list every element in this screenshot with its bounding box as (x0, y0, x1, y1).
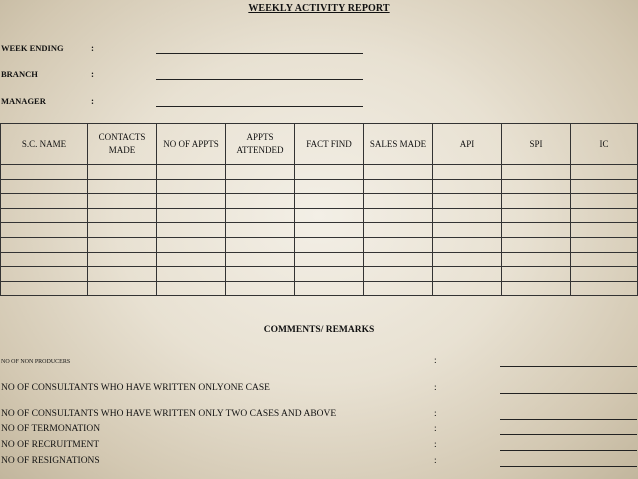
table-cell[interactable] (364, 165, 433, 180)
table-cell[interactable] (226, 223, 295, 238)
table-cell[interactable] (571, 237, 638, 252)
manager-field (0, 96, 380, 110)
col-header-no-of-appts: NO OF APPTS (157, 124, 226, 165)
col-header-spi: SPI (502, 124, 571, 165)
table-cell[interactable] (433, 179, 502, 194)
table-cell[interactable] (1, 194, 88, 209)
table-cell[interactable] (1, 237, 88, 252)
table-cell[interactable] (295, 237, 364, 252)
table-cell[interactable] (502, 267, 571, 282)
table-cell[interactable] (571, 179, 638, 194)
summary-colon: : (434, 356, 437, 366)
branch-field (0, 69, 380, 83)
table-cell[interactable] (226, 237, 295, 252)
table-cell[interactable] (364, 208, 433, 223)
table-cell[interactable] (295, 179, 364, 194)
table-cell[interactable] (364, 267, 433, 282)
summary-label: NO OF CONSULTANTS WHO HAVE WRITTEN ONLY TWO CASES AND ABOVE (1, 409, 337, 419)
manager-input-line[interactable] (156, 106, 363, 107)
branch-label: BRANCH (1, 69, 38, 79)
week-ending-label: WEEK ENDING (1, 43, 64, 53)
table-cell[interactable] (88, 165, 157, 180)
summary-input-line[interactable] (500, 466, 637, 467)
table-cell[interactable] (157, 208, 226, 223)
table-row (1, 252, 638, 267)
table-cell[interactable] (571, 267, 638, 282)
table-cell[interactable] (1, 208, 88, 223)
summary-row (0, 437, 638, 451)
table-cell[interactable] (571, 223, 638, 238)
table-cell[interactable] (502, 208, 571, 223)
table-cell[interactable] (226, 165, 295, 180)
table-cell[interactable] (571, 165, 638, 180)
table-cell[interactable] (364, 237, 433, 252)
table-cell[interactable] (295, 281, 364, 296)
manager-colon: : (91, 96, 94, 106)
table-row (1, 237, 638, 252)
table-cell[interactable] (571, 194, 638, 209)
table-cell[interactable] (364, 223, 433, 238)
table-cell[interactable] (88, 194, 157, 209)
summary-row (0, 406, 638, 420)
table-cell[interactable] (1, 223, 88, 238)
summary-colon: : (434, 440, 437, 450)
table-cell[interactable] (502, 194, 571, 209)
col-header-sales-made: SALES MADE (364, 124, 433, 165)
report-title: WEEKLY ACTIVITY REPORT (248, 3, 390, 14)
table-cell[interactable] (502, 179, 571, 194)
table-cell[interactable] (433, 237, 502, 252)
table-cell[interactable] (226, 208, 295, 223)
table-cell[interactable] (1, 165, 88, 180)
table-cell[interactable] (157, 281, 226, 296)
table-cell[interactable] (88, 179, 157, 194)
table-cell[interactable] (157, 179, 226, 194)
summary-label: NO OF NON PRODUCERS (1, 359, 71, 365)
table-cell[interactable] (433, 267, 502, 282)
summary-label: NO OF RECRUITMENT (1, 440, 100, 450)
table-cell[interactable] (226, 179, 295, 194)
manager-label: MANAGER (1, 96, 46, 106)
week-ending-colon: : (91, 43, 94, 53)
table-row (1, 223, 638, 238)
table-cell[interactable] (88, 281, 157, 296)
table-row (1, 179, 638, 194)
table-cell[interactable] (88, 252, 157, 267)
summary-input-line[interactable] (500, 366, 637, 367)
table-cell[interactable] (157, 223, 226, 238)
table-cell[interactable] (433, 223, 502, 238)
table-cell[interactable] (157, 194, 226, 209)
table-cell[interactable] (295, 252, 364, 267)
table-row (1, 208, 638, 223)
col-header-contacts-made: CONTACTS MADE (88, 124, 157, 165)
table-cell[interactable] (295, 223, 364, 238)
summary-input-line[interactable] (500, 419, 637, 420)
table-cell[interactable] (502, 165, 571, 180)
table-cell[interactable] (226, 281, 295, 296)
table-cell[interactable] (502, 281, 571, 296)
table-cell[interactable] (88, 267, 157, 282)
table-cell[interactable] (295, 194, 364, 209)
table-cell[interactable] (571, 281, 638, 296)
table-cell[interactable] (157, 165, 226, 180)
summary-row (0, 453, 638, 467)
table-cell[interactable] (433, 208, 502, 223)
summary-row (0, 353, 638, 367)
table-cell[interactable] (157, 267, 226, 282)
week-ending-input-line[interactable] (156, 53, 363, 54)
summary-colon: : (434, 409, 437, 419)
col-header-appts-attended: APPTS ATTENDED (226, 124, 295, 165)
comments-title: COMMENTS/ REMARKS (263, 325, 375, 335)
table-cell[interactable] (226, 194, 295, 209)
summary-colon: : (434, 456, 437, 466)
table-cell[interactable] (364, 252, 433, 267)
col-header-fact-find: FACT FIND (295, 124, 364, 165)
table-cell[interactable] (502, 237, 571, 252)
table-cell[interactable] (1, 267, 88, 282)
table-cell[interactable] (502, 252, 571, 267)
table-cell[interactable] (433, 252, 502, 267)
table-cell[interactable] (364, 281, 433, 296)
table-cell[interactable] (226, 252, 295, 267)
table-cell[interactable] (433, 165, 502, 180)
branch-colon: : (91, 69, 94, 79)
table-cell[interactable] (295, 208, 364, 223)
table-cell[interactable] (1, 281, 88, 296)
summary-input-line[interactable] (500, 434, 637, 435)
activity-table (0, 123, 638, 296)
table-cell[interactable] (1, 179, 88, 194)
summary-label: NO OF CONSULTANTS WHO HAVE WRITTEN ONLYONE CASE (1, 383, 270, 393)
table-cell[interactable] (571, 208, 638, 223)
summary-colon: : (434, 424, 437, 434)
col-header-sc-name: S.C. NAME (1, 124, 88, 165)
week-ending-field (0, 43, 380, 57)
table-cell[interactable] (295, 165, 364, 180)
col-header-api: API (433, 124, 502, 165)
table-cell[interactable] (88, 208, 157, 223)
col-header-ic: IC (571, 124, 638, 165)
table-row (1, 267, 638, 282)
table-cell[interactable] (571, 252, 638, 267)
table-cell[interactable] (502, 223, 571, 238)
summary-label: NO OF TERMONATION (1, 424, 101, 434)
table-cell[interactable] (364, 194, 433, 209)
summary-row (0, 380, 638, 394)
table-cell[interactable] (157, 237, 226, 252)
table-cell[interactable] (295, 267, 364, 282)
table-cell[interactable] (88, 223, 157, 238)
table-row (1, 165, 638, 180)
table-cell[interactable] (88, 237, 157, 252)
table-cell[interactable] (433, 194, 502, 209)
summary-row (0, 421, 638, 435)
summary-input-line[interactable] (500, 450, 637, 451)
table-cell[interactable] (364, 179, 433, 194)
table-header-row (1, 124, 638, 165)
branch-input-line[interactable] (156, 79, 363, 80)
table-cell[interactable] (433, 281, 502, 296)
table-row (1, 194, 638, 209)
table-cell[interactable] (157, 252, 226, 267)
summary-colon: : (434, 383, 437, 393)
table-cell[interactable] (226, 267, 295, 282)
table-cell[interactable] (1, 252, 88, 267)
table-row (1, 281, 638, 296)
summary-input-line[interactable] (500, 393, 637, 394)
summary-label: NO OF RESIGNATIONS (1, 456, 100, 466)
